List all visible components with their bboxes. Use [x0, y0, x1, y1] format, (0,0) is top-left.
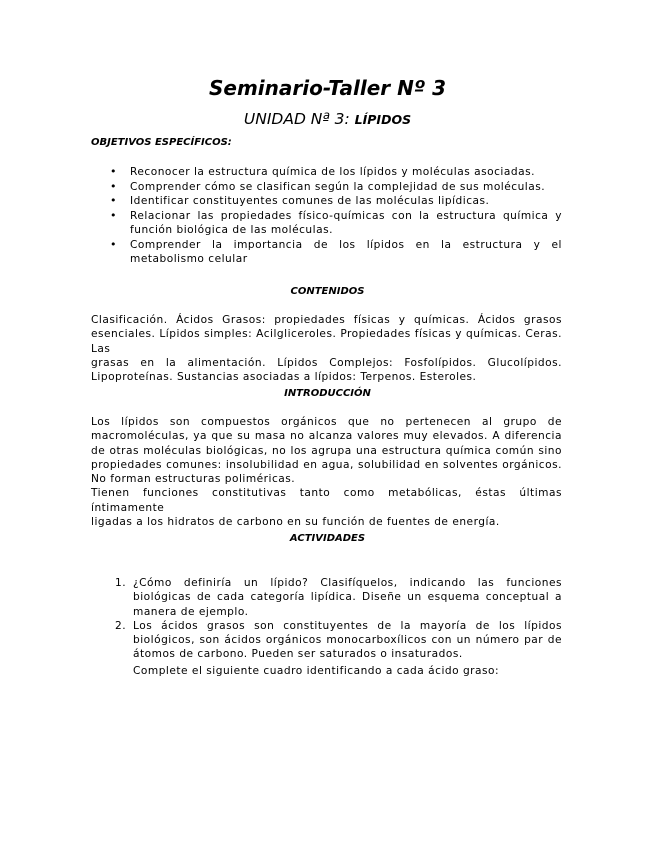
document-title: Seminario-Taller Nº 3 [209, 76, 446, 100]
introduction-line: Los lípidos son compuestos orgánicos que no pertenecen al grupo de [91, 416, 562, 428]
introduction-heading: INTRODUCCIÓN [284, 388, 371, 399]
unit-prefix: UNIDAD Nª 3: [243, 110, 350, 128]
contents-line: Lipoproteínas. Sustancias asociadas a lípidos: Terpenos. Esteroles. [91, 371, 477, 384]
introduction-line: macromoléculas, ya que su masa no alcanza valores muy elevados. A diferencia [91, 430, 562, 443]
activities-heading: ACTIVIDADES [289, 533, 366, 544]
objective-item: • Comprender cómo se clasifican según la complejidad de sus moléculas. [110, 180, 562, 195]
introduction-paragraph [91, 415, 562, 529]
introduction-line: No forman estructuras poliméricas. [91, 473, 296, 486]
contents-line: esenciales. Lípidos simples: Acilgliceroles. Propiedades físicas y químicas. Ceras. Las [91, 328, 562, 355]
objectives-heading: OBJETIVOS ESPECÍFICOS: [91, 137, 232, 148]
contents-paragraph [91, 313, 562, 384]
activity-number: 1. [115, 577, 127, 589]
activity-item [113, 619, 562, 662]
objective-item: • Identificar constituyentes comunes de las moléculas lipídicas. [110, 194, 562, 209]
objectives-list [110, 165, 562, 267]
unit-name: LÍPIDOS [354, 112, 412, 127]
introduction-line: propiedades comunes: insolubilidad en agua, solubilidad en solventes orgánicos. [91, 458, 562, 471]
activity-item [113, 576, 562, 619]
introduction-line: Tienen funciones constitutivas tanto como metabólicas, éstas últimas íntimamente [91, 487, 562, 514]
contents-line: grasas en la alimentación. Lípidos Complejos: Fosfolípidos. Glucolípidos. [91, 356, 562, 369]
activity-text: ¿Cómo definiría un lípido? Clasifíquelos, indicando las funciones biológicas de cada categoría lipídica. Diseñe un esquema conceptual a manera de ejemplo. [133, 577, 562, 618]
objective-item: • Comprender la importancia de los lípidos en la estructura y el metabolismo celular [110, 238, 562, 267]
contents-line: Clasificación. Ácidos Grasos: propiedades físicas y químicas. Ácidos grasos [91, 314, 562, 326]
objective-item: • Reconocer la estructura química de los lípidos y moléculas asociadas. [110, 165, 562, 180]
contents-heading: CONTENIDOS [290, 286, 365, 297]
introduction-line: ligadas a los hidratos de carbono en su función de fuentes de energía. [91, 516, 500, 529]
activity-instruction: Complete el siguiente cuadro identificando a cada ácido graso: [133, 665, 500, 677]
unit-title [0, 110, 655, 128]
objective-item: • Relacionar las propiedades físico-químicas con la estructura química y función biológica de las moléculas. [110, 209, 562, 238]
activity-text: Los ácidos grasos son constituyentes de la mayoría de los lípidos biológicos, son ácidos orgánicos monocarboxílicos con un número par de átomos de carbono. Pueden ser saturados o insaturados. [133, 619, 562, 661]
introduction-line: de otras moléculas biológicas, no los agrupa una estructura química común sino [91, 444, 562, 457]
activity-number: 2. [115, 619, 127, 632]
activities-list [113, 576, 562, 662]
